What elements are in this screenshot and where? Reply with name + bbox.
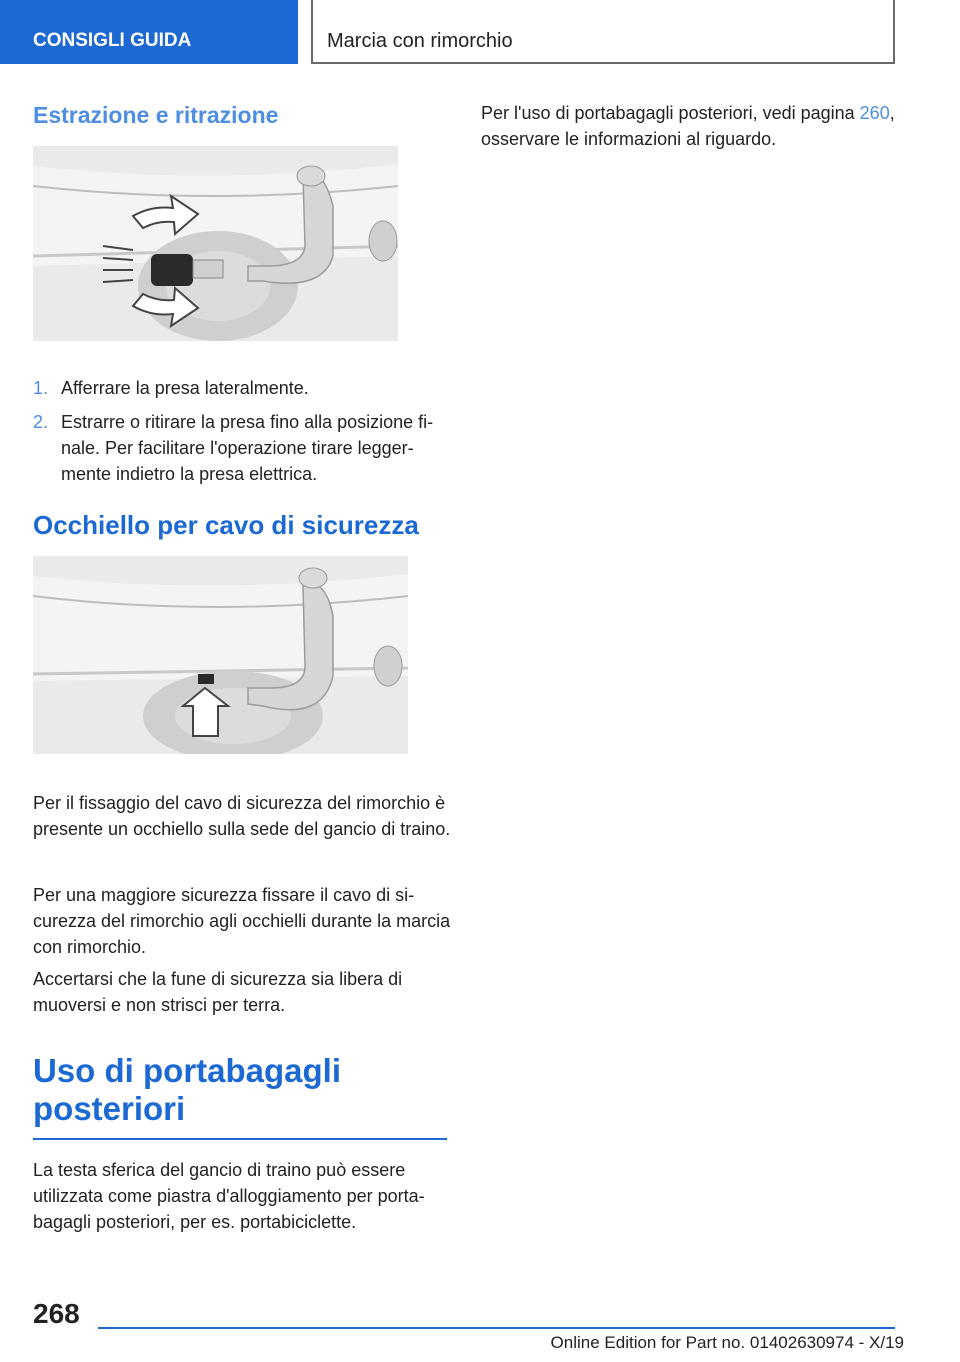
list-item xyxy=(33,409,453,487)
step-text: Estrarre o ritirare la presa fino alla posizione finale. Per facilitare l'operazione tirare leggermente indietro la presa elettrica. xyxy=(61,412,434,484)
steps-list xyxy=(33,375,453,495)
sub-heading-extraction: Estrazione e ritrazione xyxy=(33,102,279,128)
step-number: 1. xyxy=(33,378,49,398)
list-item xyxy=(33,375,453,401)
paragraph: Accertarsi che la fune di sicurezza sia libera di muoversi e non strisci per terra. xyxy=(33,969,403,1015)
text: , osservare le informazioni al riguardo. xyxy=(481,103,895,149)
page-link[interactable]: 260 xyxy=(859,103,890,123)
paragraph-right xyxy=(481,100,901,152)
text: Per l'uso di portabagagli posteriori, vedi pagina xyxy=(481,103,860,123)
step-number: 2. xyxy=(33,412,49,432)
footer-edition: Online Edition for Part no. 01402630974 - X/19 xyxy=(550,1333,904,1352)
section-tab[interactable]: CONSIGLI GUIDA xyxy=(0,0,298,64)
paragraph: Per il fissaggio del cavo di sicurezza del rimorchio è presente un occhiello sulla sede del gancio di traino. xyxy=(33,793,451,839)
page-title: Marcia con rimorchio xyxy=(311,0,895,64)
figure-safety-eyelet xyxy=(33,556,408,754)
paragraph: La testa sferica del gancio di traino può essere utilizzata come piastra d'alloggiamento per portabagagli posteriori, per es. portabiciclette. xyxy=(33,1160,425,1232)
page-number: 268 xyxy=(33,1298,80,1329)
step-text: Afferrare la presa lateralmente. xyxy=(61,378,309,398)
footer-divider xyxy=(98,1327,895,1329)
main-heading-rear-carriers: Uso di portabagagli posteriori xyxy=(33,1052,447,1140)
section-heading-safety-eyelet: Occhiello per cavo di sicurezza xyxy=(33,510,419,540)
paragraph: Per una maggiore sicurezza fissare il cavo di sicurezza del rimorchio agli occhielli durante la marcia con rimorchio. xyxy=(33,885,451,957)
figure-socket-rotation xyxy=(33,146,398,341)
